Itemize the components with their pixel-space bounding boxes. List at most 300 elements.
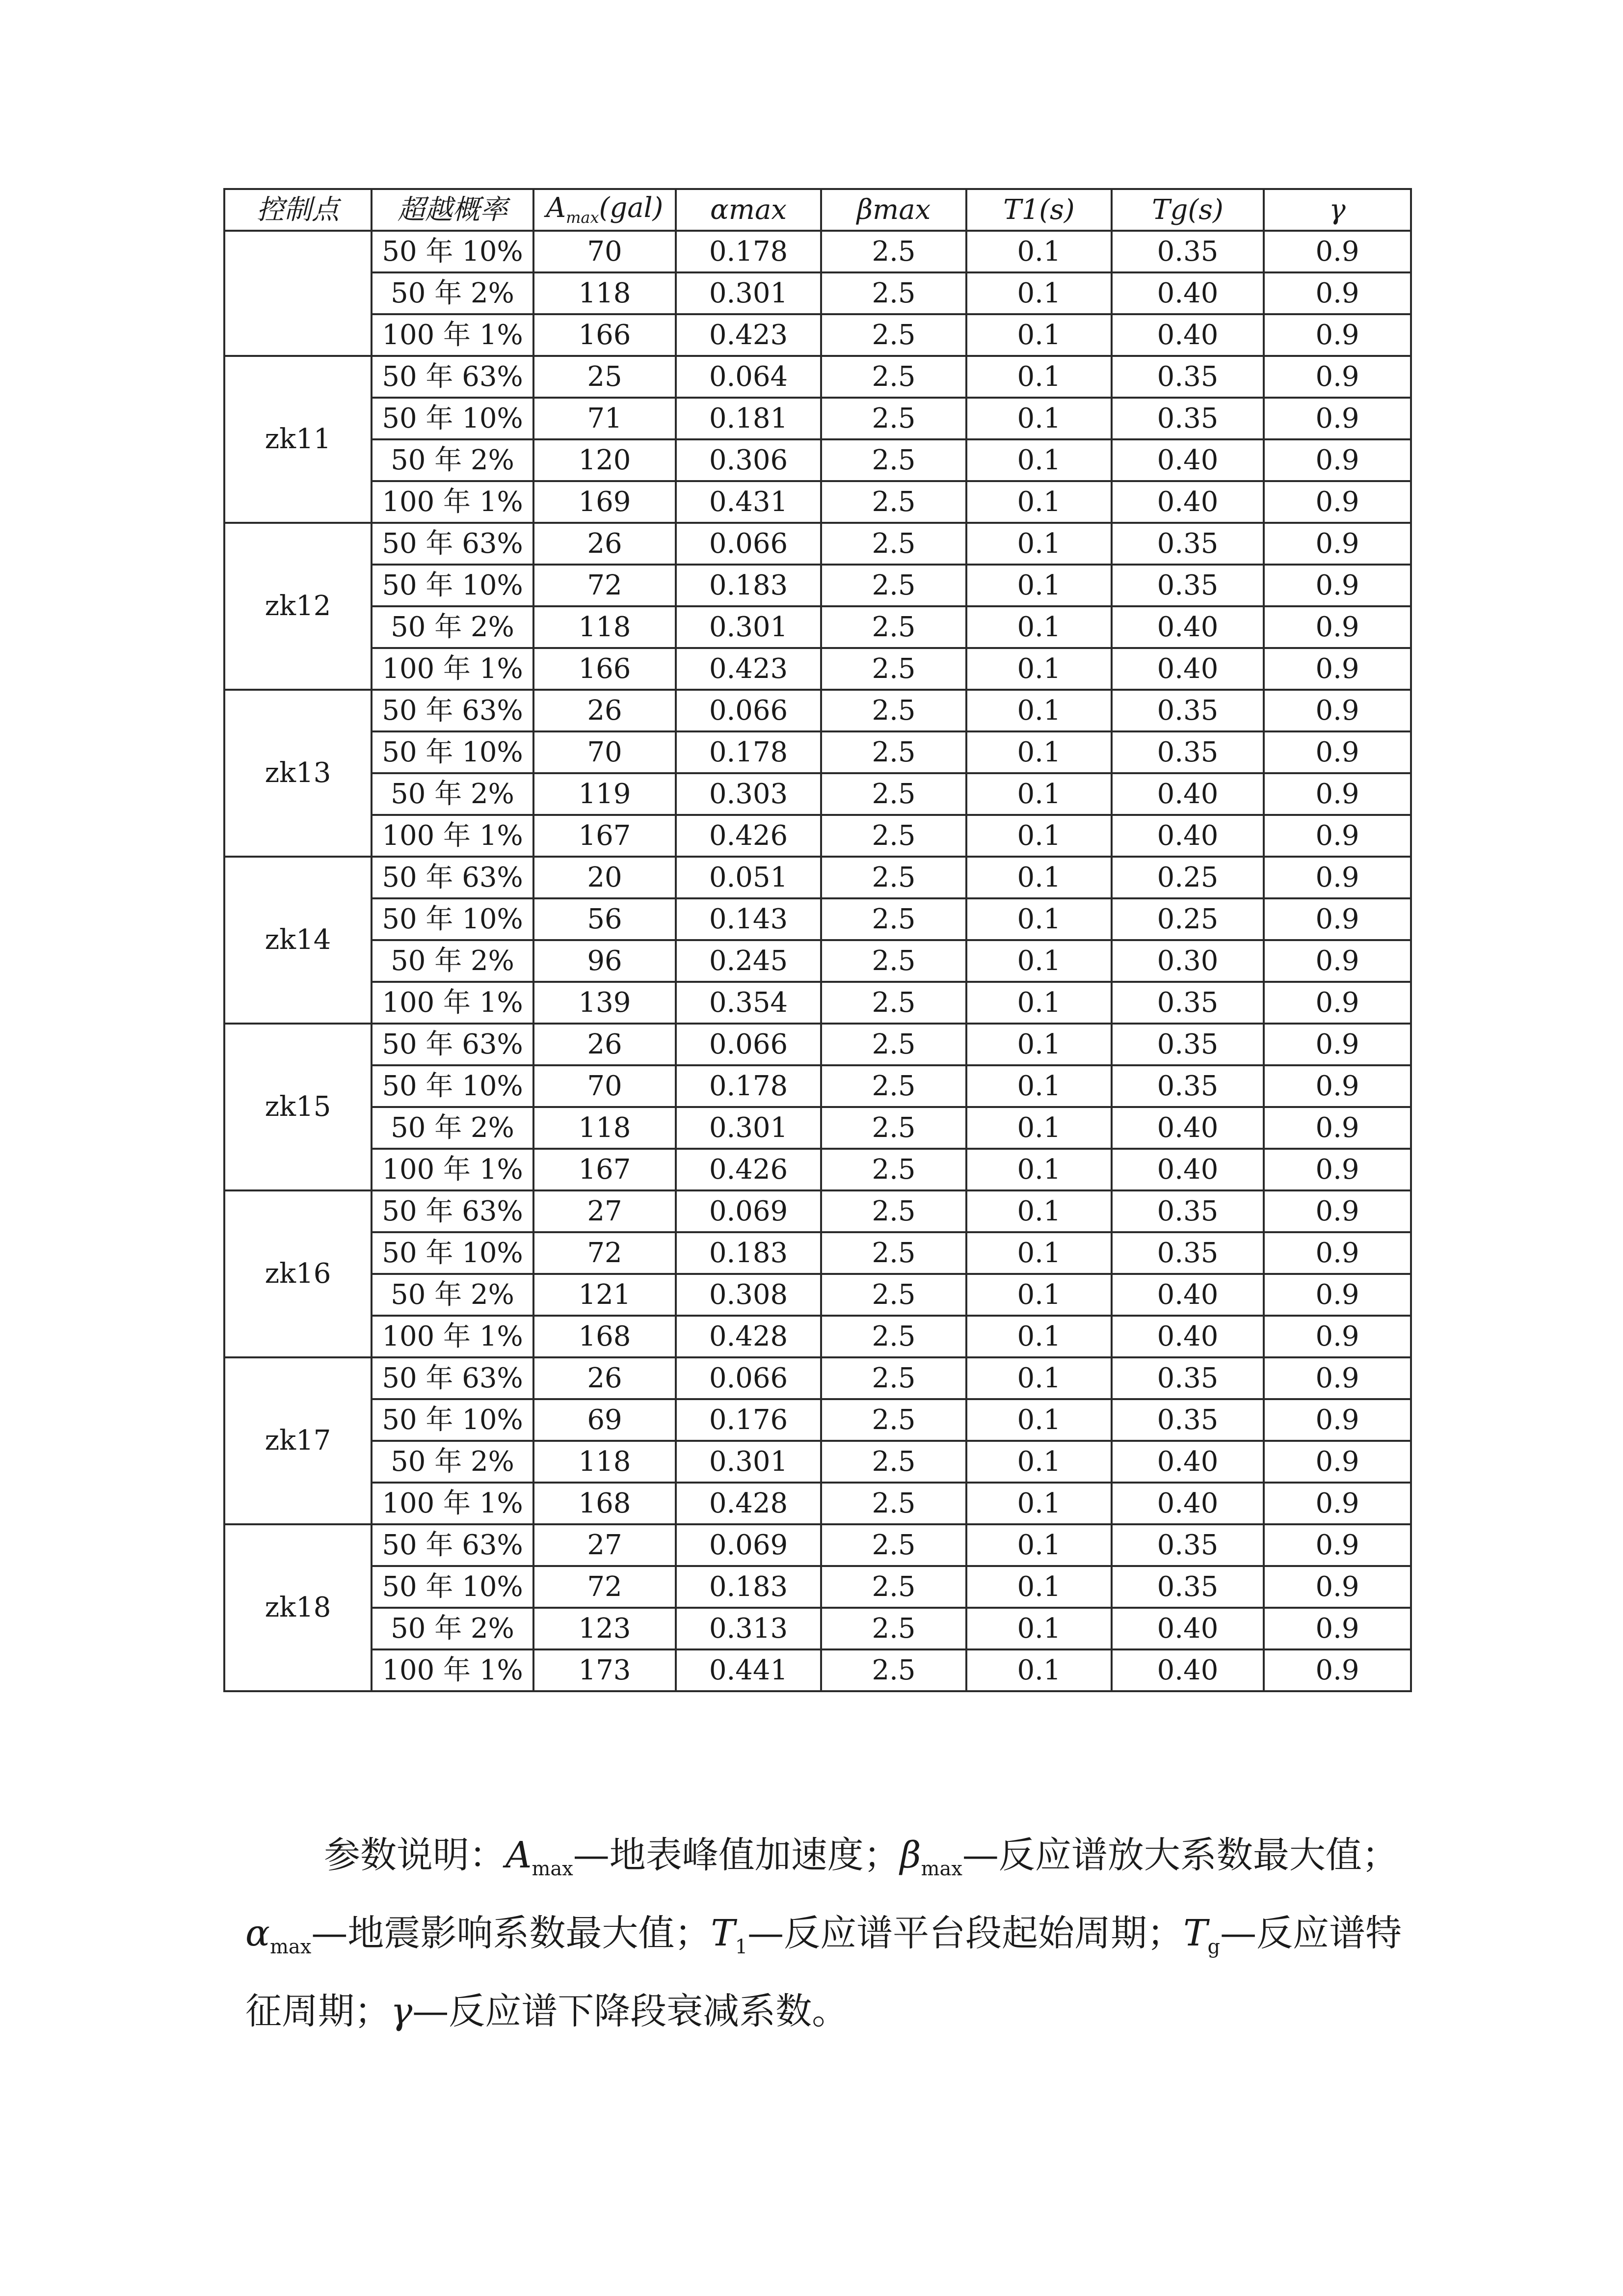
amax-cell: 71	[533, 398, 676, 439]
header-t1: T1(s)	[966, 189, 1112, 231]
gamma-cell: 0.9	[1264, 1566, 1411, 1608]
exceedance-cell: 50 年 10%	[372, 565, 533, 606]
beta-cell: 2.5	[821, 1524, 966, 1566]
header-beta: βmax	[821, 189, 966, 231]
amax-cell: 168	[533, 1316, 676, 1357]
beta-cell: 2.5	[821, 1024, 966, 1065]
gamma-cell: 0.9	[1264, 731, 1411, 773]
alpha-cell: 0.245	[676, 940, 821, 982]
header-amax-unit: (gal)	[599, 191, 664, 224]
table-row	[224, 1566, 1411, 1608]
gamma-cell: 0.9	[1264, 231, 1411, 272]
alpha-cell: 0.354	[676, 982, 821, 1024]
beta-cell: 2.5	[821, 940, 966, 982]
t1-cell: 0.1	[966, 272, 1112, 314]
tg-cell: 0.35	[1112, 1566, 1264, 1608]
amax-cell: 26	[533, 1024, 676, 1065]
table-row	[224, 1232, 1411, 1274]
gamma-cell: 0.9	[1264, 398, 1411, 439]
beta-cell: 2.5	[821, 565, 966, 606]
tg-cell: 0.40	[1112, 439, 1264, 481]
exceedance-cell: 50 年 2%	[372, 773, 533, 815]
gamma-cell: 0.9	[1264, 1190, 1411, 1232]
header-amax-sub: max	[566, 208, 599, 227]
t1-cell: 0.1	[966, 1566, 1112, 1608]
gamma-cell: 0.9	[1264, 1608, 1411, 1649]
table-row	[224, 481, 1411, 523]
t1-cell: 0.1	[966, 1608, 1112, 1649]
gamma-cell: 0.9	[1264, 523, 1411, 565]
alpha-cell: 0.426	[676, 1149, 821, 1190]
alpha-cell: 0.431	[676, 481, 821, 523]
caption-beta-symbol: β	[900, 1834, 921, 1876]
beta-cell: 2.5	[821, 690, 966, 731]
t1-cell: 0.1	[966, 314, 1112, 356]
table-row	[224, 1107, 1411, 1149]
beta-cell: 2.5	[821, 1357, 966, 1399]
alpha-cell: 0.066	[676, 523, 821, 565]
tg-cell: 0.40	[1112, 481, 1264, 523]
gamma-cell: 0.9	[1264, 439, 1411, 481]
exceedance-cell: 50 年 10%	[372, 1399, 533, 1441]
table-row	[224, 398, 1411, 439]
header-control-point: 控制点	[224, 189, 372, 231]
tg-cell: 0.35	[1112, 1024, 1264, 1065]
beta-cell: 2.5	[821, 857, 966, 898]
table-row	[224, 1608, 1411, 1649]
tg-cell: 0.40	[1112, 1316, 1264, 1357]
t1-cell: 0.1	[966, 1524, 1112, 1566]
table-row	[224, 1274, 1411, 1316]
header-row	[224, 189, 1411, 231]
beta-cell: 2.5	[821, 1065, 966, 1107]
table-row	[224, 272, 1411, 314]
beta-cell: 2.5	[821, 898, 966, 940]
alpha-cell: 0.066	[676, 690, 821, 731]
tg-cell: 0.35	[1112, 231, 1264, 272]
alpha-cell: 0.426	[676, 815, 821, 857]
alpha-cell: 0.051	[676, 857, 821, 898]
caption-gamma-symbol: γ	[391, 1990, 413, 2032]
beta-cell: 2.5	[821, 982, 966, 1024]
caption-tg-sub: g	[1207, 1935, 1221, 1958]
alpha-cell: 0.064	[676, 356, 821, 398]
amax-cell: 173	[533, 1649, 676, 1691]
t1-cell: 0.1	[966, 356, 1112, 398]
caption-alpha-sub: max	[269, 1935, 312, 1958]
table-row	[224, 1316, 1411, 1357]
table-row	[224, 606, 1411, 648]
gamma-cell: 0.9	[1264, 1483, 1411, 1524]
exceedance-cell: 100 年 1%	[372, 1649, 533, 1691]
amax-cell: 118	[533, 1441, 676, 1483]
t1-cell: 0.1	[966, 523, 1112, 565]
exceedance-cell: 100 年 1%	[372, 1149, 533, 1190]
exceedance-cell: 50 年 2%	[372, 1441, 533, 1483]
alpha-cell: 0.306	[676, 439, 821, 481]
amax-cell: 20	[533, 857, 676, 898]
gamma-cell: 0.9	[1264, 1024, 1411, 1065]
amax-cell: 26	[533, 1357, 676, 1399]
alpha-cell: 0.183	[676, 1232, 821, 1274]
alpha-cell: 0.176	[676, 1399, 821, 1441]
exceedance-cell: 50 年 63%	[372, 1190, 533, 1232]
tg-cell: 0.35	[1112, 565, 1264, 606]
alpha-cell: 0.303	[676, 773, 821, 815]
amax-cell: 118	[533, 272, 676, 314]
caption-alpha-desc: —地震影响系数最大值；	[311, 1912, 711, 1954]
gamma-cell: 0.9	[1264, 690, 1411, 731]
caption-amax-symbol: A	[506, 1834, 532, 1876]
exceedance-cell: 100 年 1%	[372, 648, 533, 690]
tg-cell: 0.35	[1112, 356, 1264, 398]
caption-beta-sub: max	[921, 1857, 962, 1880]
amax-cell: 139	[533, 982, 676, 1024]
gamma-cell: 0.9	[1264, 773, 1411, 815]
gamma-cell: 0.9	[1264, 648, 1411, 690]
table-row	[224, 690, 1411, 731]
exceedance-cell: 100 年 1%	[372, 314, 533, 356]
amax-cell: 166	[533, 648, 676, 690]
gamma-cell: 0.9	[1264, 565, 1411, 606]
amax-cell: 118	[533, 1107, 676, 1149]
beta-cell: 2.5	[821, 1190, 966, 1232]
table-row	[224, 356, 1411, 398]
control-point-cell: zk18	[224, 1524, 372, 1691]
table-row	[224, 1649, 1411, 1691]
exceedance-cell: 50 年 10%	[372, 1065, 533, 1107]
t1-cell: 0.1	[966, 1024, 1112, 1065]
gamma-cell: 0.9	[1264, 815, 1411, 857]
gamma-cell: 0.9	[1264, 1065, 1411, 1107]
gamma-cell: 0.9	[1264, 272, 1411, 314]
exceedance-cell: 50 年 10%	[372, 731, 533, 773]
exceedance-cell: 50 年 10%	[372, 231, 533, 272]
beta-cell: 2.5	[821, 1149, 966, 1190]
tg-cell: 0.35	[1112, 982, 1264, 1024]
exceedance-cell: 50 年 2%	[372, 439, 533, 481]
amax-cell: 168	[533, 1483, 676, 1524]
alpha-cell: 0.066	[676, 1024, 821, 1065]
table-row	[224, 523, 1411, 565]
caption-tg-symbol: T	[1183, 1912, 1208, 1954]
t1-cell: 0.1	[966, 231, 1112, 272]
alpha-cell: 0.181	[676, 398, 821, 439]
caption-t1-symbol: T	[711, 1912, 735, 1954]
t1-cell: 0.1	[966, 1441, 1112, 1483]
amax-cell: 166	[533, 314, 676, 356]
caption-t1-sub: 1	[735, 1935, 748, 1958]
beta-cell: 2.5	[821, 1649, 966, 1691]
alpha-cell: 0.428	[676, 1483, 821, 1524]
exceedance-cell: 50 年 2%	[372, 272, 533, 314]
alpha-cell: 0.183	[676, 1566, 821, 1608]
table-row	[224, 1190, 1411, 1232]
alpha-cell: 0.143	[676, 898, 821, 940]
beta-cell: 2.5	[821, 815, 966, 857]
tg-cell: 0.25	[1112, 898, 1264, 940]
caption-amax-desc: —地表峰值加速度；	[573, 1834, 900, 1876]
amax-cell: 123	[533, 1608, 676, 1649]
tg-cell: 0.40	[1112, 1107, 1264, 1149]
control-point-cell: zk15	[224, 1024, 372, 1190]
caption-alpha-symbol: α	[245, 1912, 270, 1954]
exceedance-cell: 50 年 10%	[372, 1232, 533, 1274]
amax-cell: 72	[533, 1566, 676, 1608]
amax-cell: 27	[533, 1190, 676, 1232]
tg-cell: 0.40	[1112, 1441, 1264, 1483]
exceedance-cell: 50 年 10%	[372, 398, 533, 439]
exceedance-cell: 100 年 1%	[372, 815, 533, 857]
table-row	[224, 815, 1411, 857]
beta-cell: 2.5	[821, 773, 966, 815]
caption-lead: 参数说明：	[324, 1834, 506, 1876]
beta-cell: 2.5	[821, 398, 966, 439]
table-row	[224, 857, 1411, 898]
table-row	[224, 982, 1411, 1024]
t1-cell: 0.1	[966, 439, 1112, 481]
table-row	[224, 773, 1411, 815]
alpha-cell: 0.301	[676, 606, 821, 648]
tg-cell: 0.40	[1112, 815, 1264, 857]
amax-cell: 56	[533, 898, 676, 940]
table-row	[224, 940, 1411, 982]
header-tg: Tg(s)	[1112, 189, 1264, 231]
exceedance-cell: 50 年 2%	[372, 606, 533, 648]
alpha-cell: 0.301	[676, 272, 821, 314]
tg-cell: 0.40	[1112, 1483, 1264, 1524]
table-row	[224, 1441, 1411, 1483]
t1-cell: 0.1	[966, 1190, 1112, 1232]
tg-cell: 0.35	[1112, 1190, 1264, 1232]
caption-beta-desc: —反应谱放大系数最大值；	[962, 1834, 1398, 1876]
amax-cell: 72	[533, 565, 676, 606]
tg-cell: 0.40	[1112, 1649, 1264, 1691]
exceedance-cell: 50 年 10%	[372, 1566, 533, 1608]
tg-cell: 0.30	[1112, 940, 1264, 982]
t1-cell: 0.1	[966, 481, 1112, 523]
tg-cell: 0.40	[1112, 773, 1264, 815]
tg-cell: 0.35	[1112, 731, 1264, 773]
alpha-cell: 0.069	[676, 1524, 821, 1566]
gamma-cell: 0.9	[1264, 1441, 1411, 1483]
gamma-cell: 0.9	[1264, 898, 1411, 940]
parameter-caption	[245, 1823, 1404, 2044]
parameter-table	[223, 188, 1412, 1692]
gamma-cell: 0.9	[1264, 314, 1411, 356]
t1-cell: 0.1	[966, 982, 1112, 1024]
alpha-cell: 0.428	[676, 1316, 821, 1357]
t1-cell: 0.1	[966, 1316, 1112, 1357]
table-row	[224, 1149, 1411, 1190]
exceedance-cell: 50 年 2%	[372, 1608, 533, 1649]
amax-cell: 69	[533, 1399, 676, 1441]
beta-cell: 2.5	[821, 481, 966, 523]
alpha-cell: 0.301	[676, 1107, 821, 1149]
beta-cell: 2.5	[821, 439, 966, 481]
beta-cell: 2.5	[821, 648, 966, 690]
beta-cell: 2.5	[821, 1608, 966, 1649]
amax-cell: 26	[533, 690, 676, 731]
exceedance-cell: 50 年 63%	[372, 1524, 533, 1566]
alpha-cell: 0.308	[676, 1274, 821, 1316]
table-row	[224, 1024, 1411, 1065]
exceedance-cell: 50 年 10%	[372, 898, 533, 940]
gamma-cell: 0.9	[1264, 1649, 1411, 1691]
header-amax-main: A	[546, 191, 566, 224]
tg-cell: 0.35	[1112, 1065, 1264, 1107]
beta-cell: 2.5	[821, 1566, 966, 1608]
amax-cell: 169	[533, 481, 676, 523]
t1-cell: 0.1	[966, 606, 1112, 648]
gamma-cell: 0.9	[1264, 1357, 1411, 1399]
tg-cell: 0.35	[1112, 398, 1264, 439]
exceedance-cell: 50 年 63%	[372, 690, 533, 731]
beta-cell: 2.5	[821, 1274, 966, 1316]
gamma-cell: 0.9	[1264, 940, 1411, 982]
exceedance-cell: 100 年 1%	[372, 481, 533, 523]
caption-amax-sub: max	[532, 1857, 573, 1880]
beta-cell: 2.5	[821, 606, 966, 648]
t1-cell: 0.1	[966, 1399, 1112, 1441]
exceedance-cell: 50 年 63%	[372, 356, 533, 398]
amax-cell: 26	[533, 523, 676, 565]
caption-t1-desc: —反应谱平台段起始周期；	[747, 1912, 1184, 1954]
gamma-cell: 0.9	[1264, 1399, 1411, 1441]
table-row	[224, 439, 1411, 481]
t1-cell: 0.1	[966, 1649, 1112, 1691]
tg-cell: 0.40	[1112, 1149, 1264, 1190]
amax-cell: 72	[533, 1232, 676, 1274]
amax-cell: 70	[533, 731, 676, 773]
t1-cell: 0.1	[966, 1065, 1112, 1107]
amax-cell: 167	[533, 815, 676, 857]
header-amax	[533, 189, 676, 231]
alpha-cell: 0.301	[676, 1441, 821, 1483]
tg-cell: 0.35	[1112, 1232, 1264, 1274]
gamma-cell: 0.9	[1264, 1149, 1411, 1190]
alpha-cell: 0.178	[676, 731, 821, 773]
exceedance-cell: 100 年 1%	[372, 1316, 533, 1357]
t1-cell: 0.1	[966, 898, 1112, 940]
header-alpha: αmax	[676, 189, 821, 231]
exceedance-cell: 50 年 63%	[372, 523, 533, 565]
alpha-cell: 0.313	[676, 1608, 821, 1649]
tg-cell: 0.35	[1112, 690, 1264, 731]
table-row	[224, 231, 1411, 272]
tg-cell: 0.40	[1112, 1274, 1264, 1316]
alpha-cell: 0.069	[676, 1190, 821, 1232]
amax-cell: 96	[533, 940, 676, 982]
alpha-cell: 0.441	[676, 1649, 821, 1691]
t1-cell: 0.1	[966, 1232, 1112, 1274]
gamma-cell: 0.9	[1264, 982, 1411, 1024]
exceedance-cell: 50 年 63%	[372, 1357, 533, 1399]
amax-cell: 70	[533, 231, 676, 272]
caption-gamma-desc: —反应谱下降段衰减系数。	[412, 1990, 849, 2032]
beta-cell: 2.5	[821, 731, 966, 773]
header-gamma: γ	[1264, 189, 1411, 231]
control-point-cell: zk11	[224, 356, 372, 523]
amax-cell: 27	[533, 1524, 676, 1566]
gamma-cell: 0.9	[1264, 356, 1411, 398]
beta-cell: 2.5	[821, 356, 966, 398]
t1-cell: 0.1	[966, 773, 1112, 815]
exceedance-cell: 50 年 63%	[372, 1024, 533, 1065]
t1-cell: 0.1	[966, 857, 1112, 898]
t1-cell: 0.1	[966, 565, 1112, 606]
exceedance-cell: 50 年 2%	[372, 1107, 533, 1149]
exceedance-cell: 50 年 63%	[372, 857, 533, 898]
table-row	[224, 1065, 1411, 1107]
tg-cell: 0.35	[1112, 1399, 1264, 1441]
gamma-cell: 0.9	[1264, 857, 1411, 898]
beta-cell: 2.5	[821, 272, 966, 314]
amax-cell: 25	[533, 356, 676, 398]
t1-cell: 0.1	[966, 940, 1112, 982]
tg-cell: 0.25	[1112, 857, 1264, 898]
gamma-cell: 0.9	[1264, 1232, 1411, 1274]
table-row	[224, 1399, 1411, 1441]
tg-cell: 0.40	[1112, 314, 1264, 356]
beta-cell: 2.5	[821, 523, 966, 565]
exceedance-cell: 50 年 2%	[372, 1274, 533, 1316]
beta-cell: 2.5	[821, 1107, 966, 1149]
gamma-cell: 0.9	[1264, 1274, 1411, 1316]
t1-cell: 0.1	[966, 1483, 1112, 1524]
alpha-cell: 0.178	[676, 231, 821, 272]
exceedance-cell: 50 年 2%	[372, 940, 533, 982]
t1-cell: 0.1	[966, 648, 1112, 690]
amax-cell: 121	[533, 1274, 676, 1316]
exceedance-cell: 100 年 1%	[372, 1483, 533, 1524]
amax-cell: 118	[533, 606, 676, 648]
tg-cell: 0.35	[1112, 523, 1264, 565]
tg-cell: 0.40	[1112, 1608, 1264, 1649]
exceedance-cell: 100 年 1%	[372, 982, 533, 1024]
amax-cell: 167	[533, 1149, 676, 1190]
table-row	[224, 898, 1411, 940]
header-exceedance: 超越概率	[372, 189, 533, 231]
t1-cell: 0.1	[966, 1274, 1112, 1316]
gamma-cell: 0.9	[1264, 1316, 1411, 1357]
control-point-cell: zk13	[224, 690, 372, 857]
beta-cell: 2.5	[821, 231, 966, 272]
amax-cell: 119	[533, 773, 676, 815]
beta-cell: 2.5	[821, 1441, 966, 1483]
table-row	[224, 1524, 1411, 1566]
t1-cell: 0.1	[966, 398, 1112, 439]
beta-cell: 2.5	[821, 1232, 966, 1274]
t1-cell: 0.1	[966, 731, 1112, 773]
gamma-cell: 0.9	[1264, 481, 1411, 523]
beta-cell: 2.5	[821, 1316, 966, 1357]
t1-cell: 0.1	[966, 1149, 1112, 1190]
caption-tg-desc: —反应谱特征周期；	[245, 1912, 1402, 2032]
amax-cell: 120	[533, 439, 676, 481]
tg-cell: 0.35	[1112, 1357, 1264, 1399]
tg-cell: 0.35	[1112, 1524, 1264, 1566]
amax-cell: 70	[533, 1065, 676, 1107]
control-point-cell: zk17	[224, 1357, 372, 1524]
alpha-cell: 0.423	[676, 648, 821, 690]
table-row	[224, 731, 1411, 773]
control-point-cell	[224, 231, 372, 356]
gamma-cell: 0.9	[1264, 1524, 1411, 1566]
t1-cell: 0.1	[966, 815, 1112, 857]
t1-cell: 0.1	[966, 1107, 1112, 1149]
control-point-cell: zk12	[224, 523, 372, 690]
